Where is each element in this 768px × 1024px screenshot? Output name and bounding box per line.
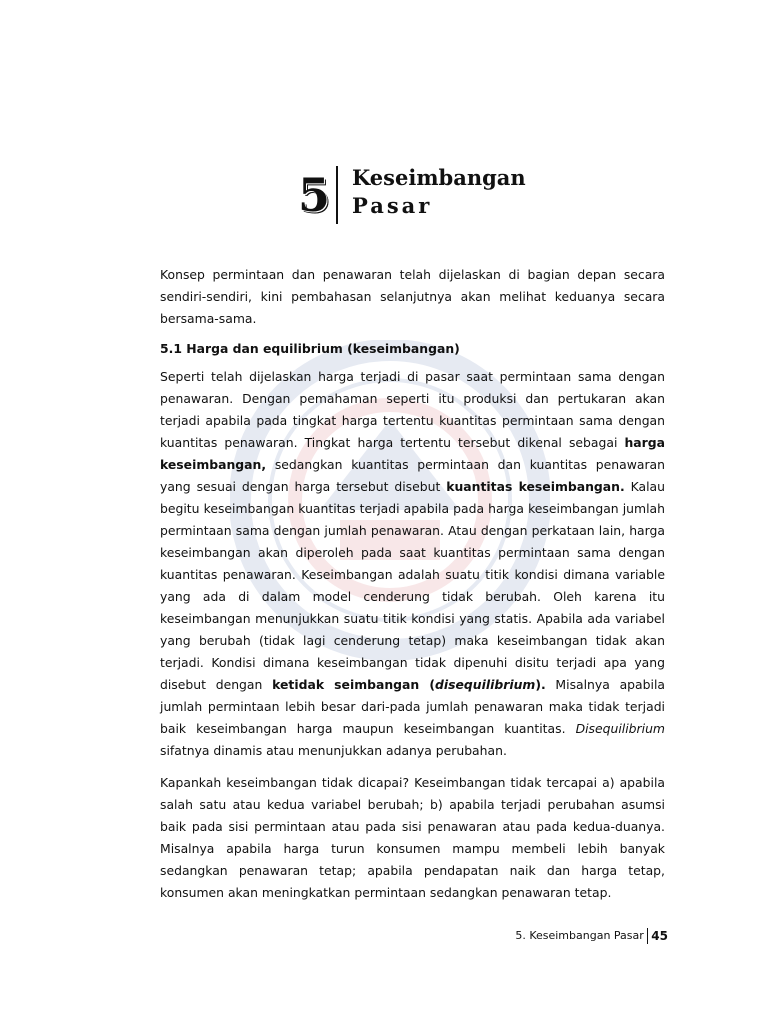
term-disequilibrium-italic: Disequilibrium <box>575 721 665 736</box>
paragraph-disequilibrium-causes: Kapankah keseimbangan tidak dicapai? Keseimbangan tidak tercapai a) apabila salah satu atau kedua variabel berubah; b) apabila terjadi perubahan asumsi baik pada sisi permintaan atau pada sisi penawaran atau pada kedua-duanya. Misalnya apabila harga turun konsumen mampu membeli lebih banyak sedangkan penawaran tetap; apabila pendapatan naik dan harga tetap, konsumen akan meningkatkan permintaan sedangkan penawaran tetap. <box>160 775 665 900</box>
chapter-title <box>352 164 526 220</box>
footer-divider <box>647 928 649 944</box>
chapter-title-line2: Pasar <box>352 193 433 218</box>
page-footer <box>515 928 668 944</box>
term-ketidak-seimbangan <box>272 677 546 692</box>
term-disequilibrium: disequilibrium <box>435 677 536 692</box>
text-run: Seperti telah dijelaskan harga terjadi di pasar saat permintaan sama dengan penawaran. Dengan pemahaman seperti itu produksi dan pertukaran akan terjadi apabila pada tingkat harga tertentu kuantitas permintaan sama dengan kuantitas penawaran. Tingkat harga tertentu tersebut dikenal sebagai <box>160 369 665 450</box>
text-run: Kalau begitu keseimbangan kuantitas terjadi apabila pada harga keseimbangan jumlah permintaan sama dengan jumlah penawaran. Atau dengan perkataan lain, harga keseimbangan akan diperoleh pada saat kuantitas permintaan sama dengan kuantitas penawaran. Keseimbangan adalah suatu titik kondisi dimana variable yang ada di dalam model cenderung tidak berubah. Oleh karena itu keseimbangan menunjukkan suatu titik kondisi yang statis. Apabila ada variabel yang berubah (tidak lagi cenderung tetap) maka keseimbangan tidak akan terjadi. Kondisi dimana keseimbangan tidak dipenuhi disitu terjadi apa yang disebut dengan <box>160 479 666 692</box>
term-kuantitas-keseimbangan: kuantitas keseimbangan. <box>446 479 625 494</box>
section-heading: 5.1 Harga dan equilibrium (keseimbangan) <box>160 341 460 356</box>
text-run: sifatnya dinamis atau menunjukkan adanya perubahan. <box>160 743 507 758</box>
text-run: sedangkan kuantitas permintaan dan kuantitas penawaran yang sesuai dengan harga tersebut disebut <box>160 457 665 494</box>
chapter-divider <box>336 166 338 224</box>
chapter-number: 5 <box>298 168 331 222</box>
text-run: ). <box>535 677 546 692</box>
intro-paragraph: Konsep permintaan dan penawaran telah dijelaskan di bagian depan secara sendiri-sendiri, kini pembahasan selanjutnya akan melihat keduanya secara bersama-sama. <box>160 267 665 326</box>
paragraph-equilibrium <box>160 366 665 762</box>
term-harga-keseimbangan: harga keseimbangan, <box>160 435 665 472</box>
text-run: Misalnya apabila jumlah permintaan lebih besar dari-pada jumlah penawaran maka tidak terjadi baik keseimbangan harga maupun keseimbangan kuantitas. <box>160 677 665 736</box>
chapter-title-line1: Keseimbangan <box>352 165 526 190</box>
running-title: 5. Keseimbangan Pasar <box>515 929 644 942</box>
text-run: ketidak seimbangan ( <box>272 677 436 692</box>
page-number: 45 <box>651 929 668 943</box>
body-text <box>160 264 665 904</box>
